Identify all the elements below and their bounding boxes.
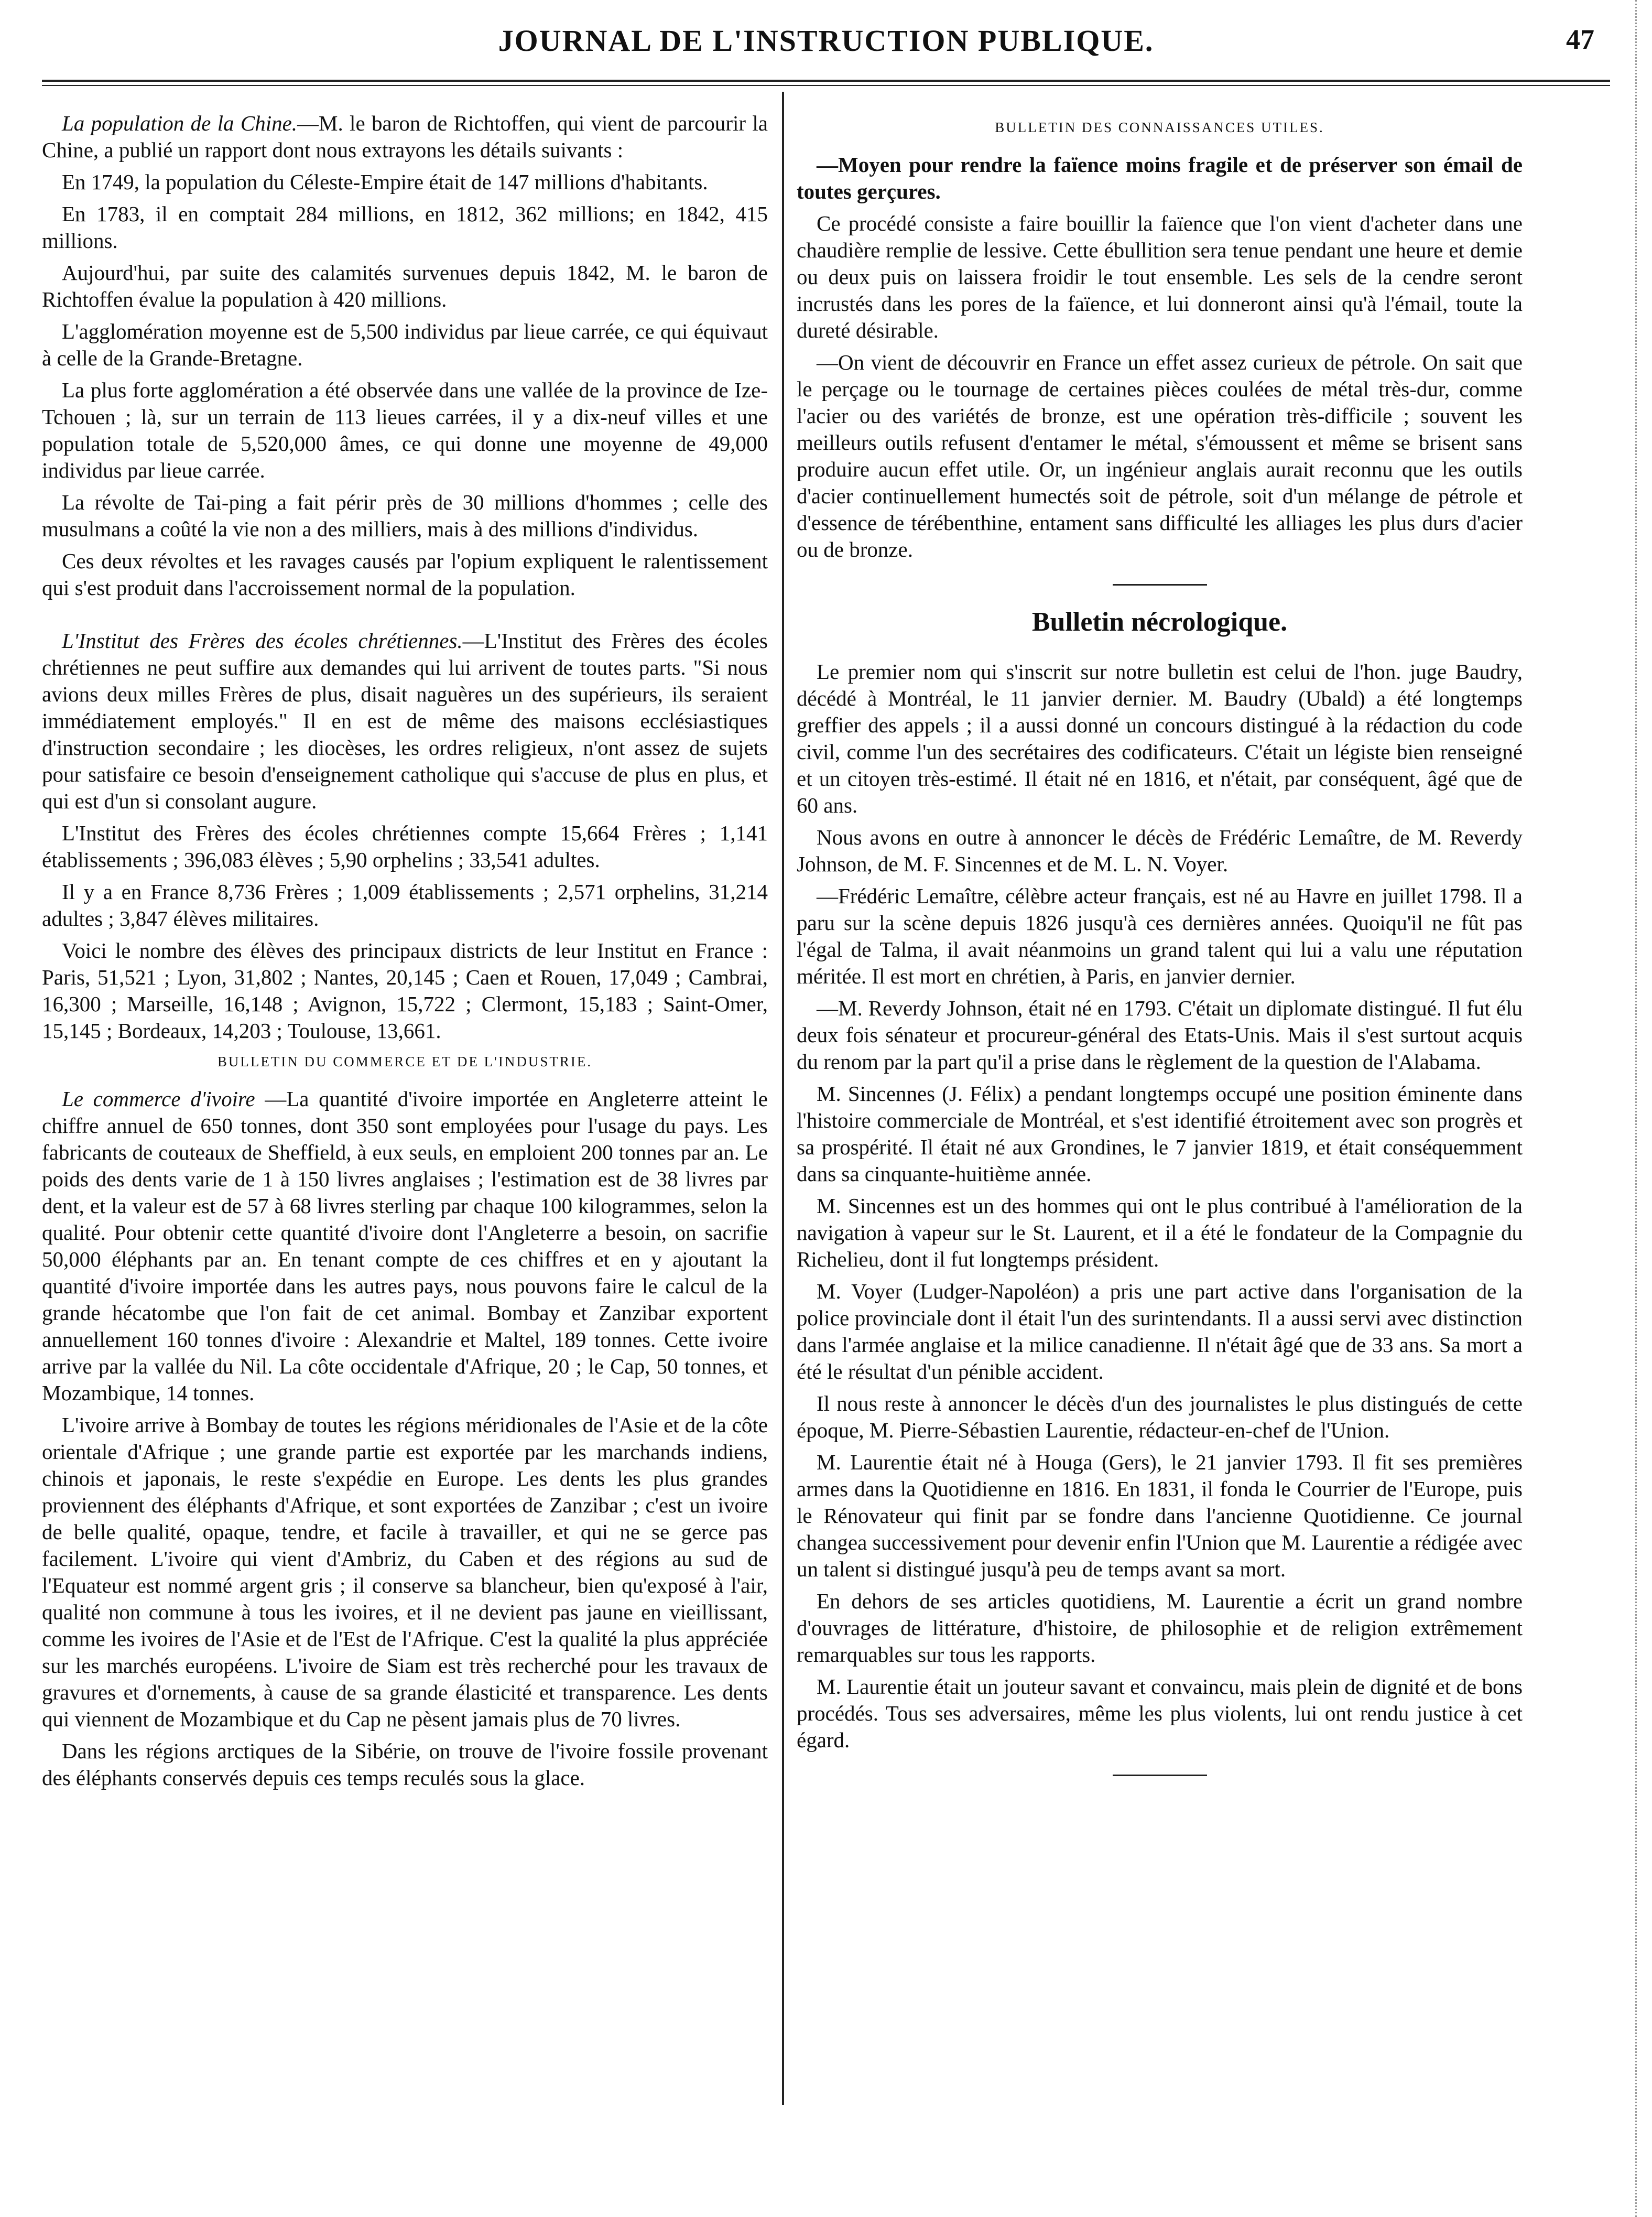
journal-title: JOURNAL DE L'INSTRUCTION PUBLIQUE.: [498, 24, 1154, 58]
china-paragraph-3: En 1783, il en comptait 284 millions, en 1812, 362 millions; en 1842, 415 millions.: [42, 202, 768, 253]
necro-paragraph-11: M. Laurentie était un jouteur savant et convaincu, mais plein de dignité et de bons procédés. Tous ses adversaires, même les plus violents, lui ont rendu justice à cet égard.: [797, 1674, 1523, 1752]
china-paragraph-6: La plus forte agglomération a été observée dans une vallée de la province de Ize-Tchouen ; là, sur un terrain de 113 lieues carrées, il y a dix-neuf villes et une population totale de 5,520,000 âmes, ce qui donne une moyenne de 49,000 individus par lieue carrée.: [42, 378, 768, 482]
necro-paragraph-4: —M. Reverdy Johnson, était né en 1793. C'était un diplomate distingué. Il fut élu deux fois sénateur et procureur-général des Etats-Unis. Mais il s'est surtout acquis du renom par la part qu'il a prise dans le règlement de la question de l'Alabama.: [797, 996, 1523, 1074]
petrole-paragraph-1: —On vient de découvrir en France un effet assez curieux de pétrole. On sait que le perçage ou le tournage de certaines pièces coulées de métal très-dur, comme l'acier ou des variétés de bronze, est une opération très-difficile ; souvent les meilleurs outils refusent d'entamer le métal, s'émoussent et même se brisent sans produire aucun effet utile. Or, un ingénieur anglais aurait reconnu que les outils d'acier continuellement humectés soit de pétrole, soit d'un mélange de pétrole et d'essence de térébenthine, entament sans difficulté les alliages les plus durs d'acier ou de bronze.: [797, 350, 1523, 561]
necro-paragraph-5: M. Sincennes (J. Félix) a pendant longtemps occupé une position éminente dans l'histoire commerciale de Montréal, et s'est identifié étroitement avec son progrès et sa prospérité. Il était né aux Grondines, le 7 janvier 1819, et était conséquemment dans sa cinquante-huitième année.: [797, 1082, 1523, 1186]
china-paragraph-5: L'agglomération moyenne est de 5,500 individus par lieue carrée, ce qui équivaut à celle de la Grande-Bretagne.: [42, 319, 768, 370]
necro-paragraph-3: —Frédéric Lemaître, célèbre acteur français, est né au Havre en juillet 1798. Il a paru sur la scène depuis 1826 jusqu'à ces dernières années. Quoiqu'il ne fût pas l'égal de Talma, il avait néanmoins un grand talent qui lui a valu une réputation méritée. Il est mort en chrétien, à Paris, en janvier dernier.: [797, 884, 1523, 988]
connaissances-section-header: BULLETIN DES CONNAISSANCES UTILES.: [995, 120, 1324, 135]
page-edge: [1635, 0, 1637, 2217]
necro-paragraph-8: Il nous reste à annoncer le décès d'un des journalistes le plus distingués de cette époque, M. Pierre-Sébastien Laurentie, rédacteur-en-chef de l'Union.: [797, 1391, 1523, 1442]
ivoire-paragraph-3: Dans les régions arctiques de la Sibérie, on trouve de l'ivoire fossile provenant des éléphants conservés depuis ces temps reculés sous la glace.: [42, 1739, 768, 1790]
ivoire-lead: Le commerce d'ivoire: [62, 1087, 255, 1111]
freres-paragraph-1: L'Institut des Frères des écoles chrétiennes.—L'Institut des Frères des écoles chrétiennes ne peut suffire aux demandes qui lui arrivent de toutes parts. "Si nous avions deux milles Frères de plus, disait naguères un des supérieurs, ils seraient immédiatement employés." Il en est de même des maisons ecclésiastiques d'instruction secondaire ; les diocèses, les ordres religieux, n'ont assez de sujets pour satisfaire ce besoin d'enseignement catholique qui s'accuse de plus en plus, et qui est d'un si consolant augure.: [42, 629, 768, 813]
freres-paragraph-4: Voici le nombre des élèves des principaux districts de leur Institut en France : Paris, 51,521 ; Lyon, 31,802 ; Nantes, 20,145 ; Caen et Rouen, 17,049 ; Cambrai, 16,300 ; Marseille, 16,148 ; Avignon, 15,722 ; Clermont, 15,183 ; Saint-Omer, 15,145 ; Bordeaux, 14,203 ; Toulouse, 13,661.: [42, 938, 768, 1043]
china-lead: La population de la Chine.: [62, 111, 298, 135]
china-paragraph-7: La révolte de Tai-ping a fait périr près de 30 millions d'hommes ; celle des musulmans a coûté la vie non a des milliers, mais à des millions d'individus.: [42, 490, 768, 541]
header-rule: [42, 80, 1610, 82]
commerce-section-header: BULLETIN DU COMMERCE ET DE L'INDUSTRIE.: [217, 1054, 593, 1069]
faience-paragraph-1: —Moyen pour rendre la faïence moins fragile et de préserver son émail de toutes gerçures.: [797, 153, 1523, 203]
column-divider: [782, 92, 784, 2105]
freres-paragraph-2: L'Institut des Frères des écoles chrétiennes compte 15,664 Frères ; 1,141 établissements ; 396,083 élèves ; 5,90 orphelins ; 33,541 adultes.: [42, 821, 768, 872]
freres-paragraph-3: Il y a en France 8,736 Frères ; 1,009 établissements ; 2,571 orphelins, 31,214 adultes ; 3,847 élèves militaires.: [42, 880, 768, 931]
necro-paragraph-7: M. Voyer (Ludger-Napoléon) a pris une part active dans l'organisation de la police provinciale dont il était l'un des surintendants. Il a aussi servi avec distinction dans l'armée anglaise et la milice canadienne. Il n'était âgé que de 33 ans. Sa mort a été le résultat d'un pénible accident.: [797, 1279, 1523, 1383]
header-rule-thin: [42, 85, 1610, 86]
ivoire-paragraph-2: L'ivoire arrive à Bombay de toutes les régions méridionales de l'Asie et de la côte orientale d'Afrique ; une grande partie est exportée par les marchands indiens, chinois et japonais, le reste s'expédie en Europe. Les dents les plus grandes proviennent des éléphants d'Afrique, et sont exportées de Zanzibar ; c'est un ivoire de belle qualité, opaque, tendre, et facile à travailler, et qui ne se gerce pas facilement. L'ivoire qui vient d'Ambriz, du Caben et des régions au sud de l'Equateur est nommé argent gris ; il conserve sa blancheur, bien qu'exposé à l'air, qualité non commune à tous les ivoires, et il ne devient pas jaune en vieillissant, comme les ivoires de l'Asie et de l'Est de l'Afrique. C'est la qualité la plus appréciée sur les marchés européens. L'ivoire de Siam est très recherché pour les travaux de gravures et d'ornements, à cause de sa grande élasticité et transparence. Les dents qui viennent de Mozambique et du Cap ne pèsent jamais plus de 70 livres.: [42, 1413, 768, 1731]
necro-paragraph-10: En dehors de ses articles quotidiens, M. Laurentie a écrit un grand nombre d'ouvrages de littérature, d'histoire, de philosophie et de religion extrêmement remarquables sur tous les rapports.: [797, 1589, 1523, 1667]
freres-lead: L'Institut des Frères des écoles chrétiennes.: [62, 629, 463, 653]
china-paragraph-4: Aujourd'hui, par suite des calamités survenues depuis 1842, M. le baron de Richtoffen évalue la population à 420 millions.: [42, 261, 768, 311]
china-paragraph-8: Ces deux révoltes et les ravages causés par l'opium expliquent le ralentissement qui s'est produit dans l'accroissement normal de la population.: [42, 549, 768, 600]
necro-title: Bulletin nécrologique.: [1031, 607, 1288, 637]
china-paragraph-1: La population de la Chine.—M. le baron de Richtoffen, qui vient de parcourir la Chine, a publié un rapport dont nous extrayons les détails suivants :: [42, 111, 768, 162]
necro-paragraph-1: Le premier nom qui s'inscrit sur notre bulletin est celui de l'hon. juge Baudry, décédé à Montréal, le 11 janvier dernier. M. Baudry (Ubald) a été longtemps greffier des appels ; il a aussi donné un concours distingué à la rédaction du code civil, comme l'un des secrétaires des codificateurs. C'était un légiste bien renseigné et un citoyen très-estimé. Il était né en 1816, et n'était, par conséquent, âgé que de 60 ans.: [797, 659, 1523, 817]
page-header: [42, 16, 1610, 73]
china-paragraph-2: En 1749, la population du Céleste-Empire était de 147 millions d'habitants.: [62, 170, 708, 194]
right-column: [797, 110, 1523, 2133]
necro-paragraph-2: Nous avons en outre à annoncer le décès de Frédéric Lemaître, de M. Reverdy Johnson, de M. F. Sincennes et de M. L. N. Voyer.: [797, 825, 1523, 876]
page-number: 47: [1566, 24, 1594, 55]
ivoire-paragraph-1: Le commerce d'ivoire —La quantité d'ivoire importée en Angleterre atteint le chiffre annuel de 650 tonnes, dont 350 sont employées pour l'usage du pays. Les fabricants de couteaux de Sheffield, à eux seuls, en emploient 200 tonnes par an. Le poids des dents varie de 1 à 150 livres anglaises ; l'estimation est de 38 livres par dent, et la valeur est de 57 à 68 livres sterling par chaque 100 kilogrammes, selon la qualité. Pour obtenir cette quantité d'ivoire dont l'Angleterre a besoin, on sacrifie 50,000 éléphants par an. En tenant compte de ces chiffres et en y ajoutant la quantité d'ivoire importée dans les autres pays, nous pouvons faire le calcul de la grande hécatombe que l'on fait de cet animal. Bombay et Zanzibar exportent annuellement 160 tonnes d'ivoire : Alexandrie et Maltel, 189 tonnes. Cette ivoire arrive par la vallée du Nil. La côte occidentale d'Afrique, 20 ; le Cap, 50 tonnes, et Mozambique, 14 tonnes.: [42, 1087, 768, 1405]
necro-paragraph-9: M. Laurentie était né à Houga (Gers), le 21 janvier 1793. Il fit ses premières armes dans la Quotidienne en 1816. En 1831, il fonda le Courrier de l'Europe, puis le Rénovateur qui finit par se fondre dans l'ancienne Quotidienne. Ce journal changea successivement pour devenir enfin l'Union que M. Laurentie a rédigée avec un talent si distingué jusqu'à peu de temps avant sa mort.: [797, 1450, 1523, 1581]
end-rule: [1113, 1775, 1207, 1776]
faience-paragraph-2: Ce procédé consiste a faire bouillir la faïence que l'on vient d'acheter dans une chaudière remplie de lessive. Cette ébullition sera tenue pendant une heure et demie ou deux puis on laissera froidir le tout ensemble. Les sels de la cendre seront incrustés dans les pores de la faïence, et lui donneront ainsi qu'à l'émail, toute la dureté désirable.: [797, 211, 1523, 342]
left-column: [42, 110, 768, 2133]
necro-paragraph-6: M. Sincennes est un des hommes qui ont le plus contribué à l'amélioration de la navigation à vapeur sur le St. Laurent, et il a été le fondateur de la Compagnie du Richelieu, dont il fut longtemps président.: [797, 1194, 1523, 1271]
section-divider-rule: [1113, 584, 1207, 586]
